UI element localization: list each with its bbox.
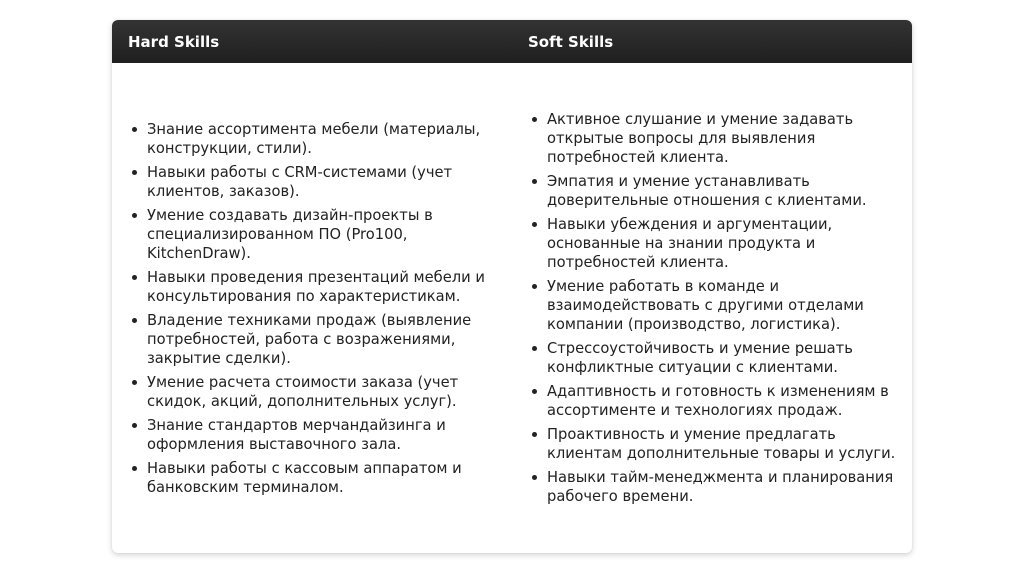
list-item: Проактивность и умение предлагать клиентам дополнительные товары и услуги. bbox=[547, 425, 898, 463]
soft-skills-header: Soft Skills bbox=[528, 32, 614, 51]
list-item: Знание ассортимента мебели (материалы, конструкции, стили). bbox=[147, 120, 498, 158]
list-item: Навыки тайм-менеджмента и планирования рабочего времени. bbox=[547, 468, 898, 506]
hard-skills-header: Hard Skills bbox=[128, 32, 220, 51]
list-item: Эмпатия и умение устанавливать доверительные отношения с клиентами. bbox=[547, 172, 898, 210]
skills-table bbox=[112, 20, 912, 553]
list-item: Навыки работы с CRM-системами (учет клиентов, заказов). bbox=[147, 163, 498, 201]
list-item: Навыки работы с кассовым аппаратом и банковским терминалом. bbox=[147, 459, 498, 497]
hard-skills-list bbox=[127, 120, 498, 497]
soft-skills-column bbox=[512, 63, 912, 553]
list-item: Навыки убеждения и аргументации, основанные на знании продукта и потребностей клиента. bbox=[547, 215, 898, 272]
list-item: Умение расчета стоимости заказа (учет скидок, акций, дополнительных услуг). bbox=[147, 373, 498, 411]
hard-skills-column bbox=[112, 63, 512, 553]
table-body bbox=[112, 63, 912, 553]
list-item: Адаптивность и готовность к изменениям в ассортименте и технологиях продаж. bbox=[547, 382, 898, 420]
list-item: Активное слушание и умение задавать открытые вопросы для выявления потребностей клиента. bbox=[547, 110, 898, 167]
list-item: Навыки проведения презентаций мебели и консультирования по характеристикам. bbox=[147, 268, 498, 306]
list-item: Умение создавать дизайн-проекты в специализированном ПО (Pro100, KitchenDraw). bbox=[147, 206, 498, 263]
list-item: Знание стандартов мерчандайзинга и оформления выставочного зала. bbox=[147, 416, 498, 454]
table-header bbox=[112, 20, 912, 63]
soft-skills-list bbox=[527, 110, 898, 506]
list-item: Умение работать в команде и взаимодействовать с другими отделами компании (производство, логистика). bbox=[547, 277, 898, 334]
list-item: Стрессоустойчивость и умение решать конфликтные ситуации с клиентами. bbox=[547, 339, 898, 377]
list-item: Владение техниками продаж (выявление потребностей, работа с возражениями, закрытие сделки). bbox=[147, 311, 498, 368]
